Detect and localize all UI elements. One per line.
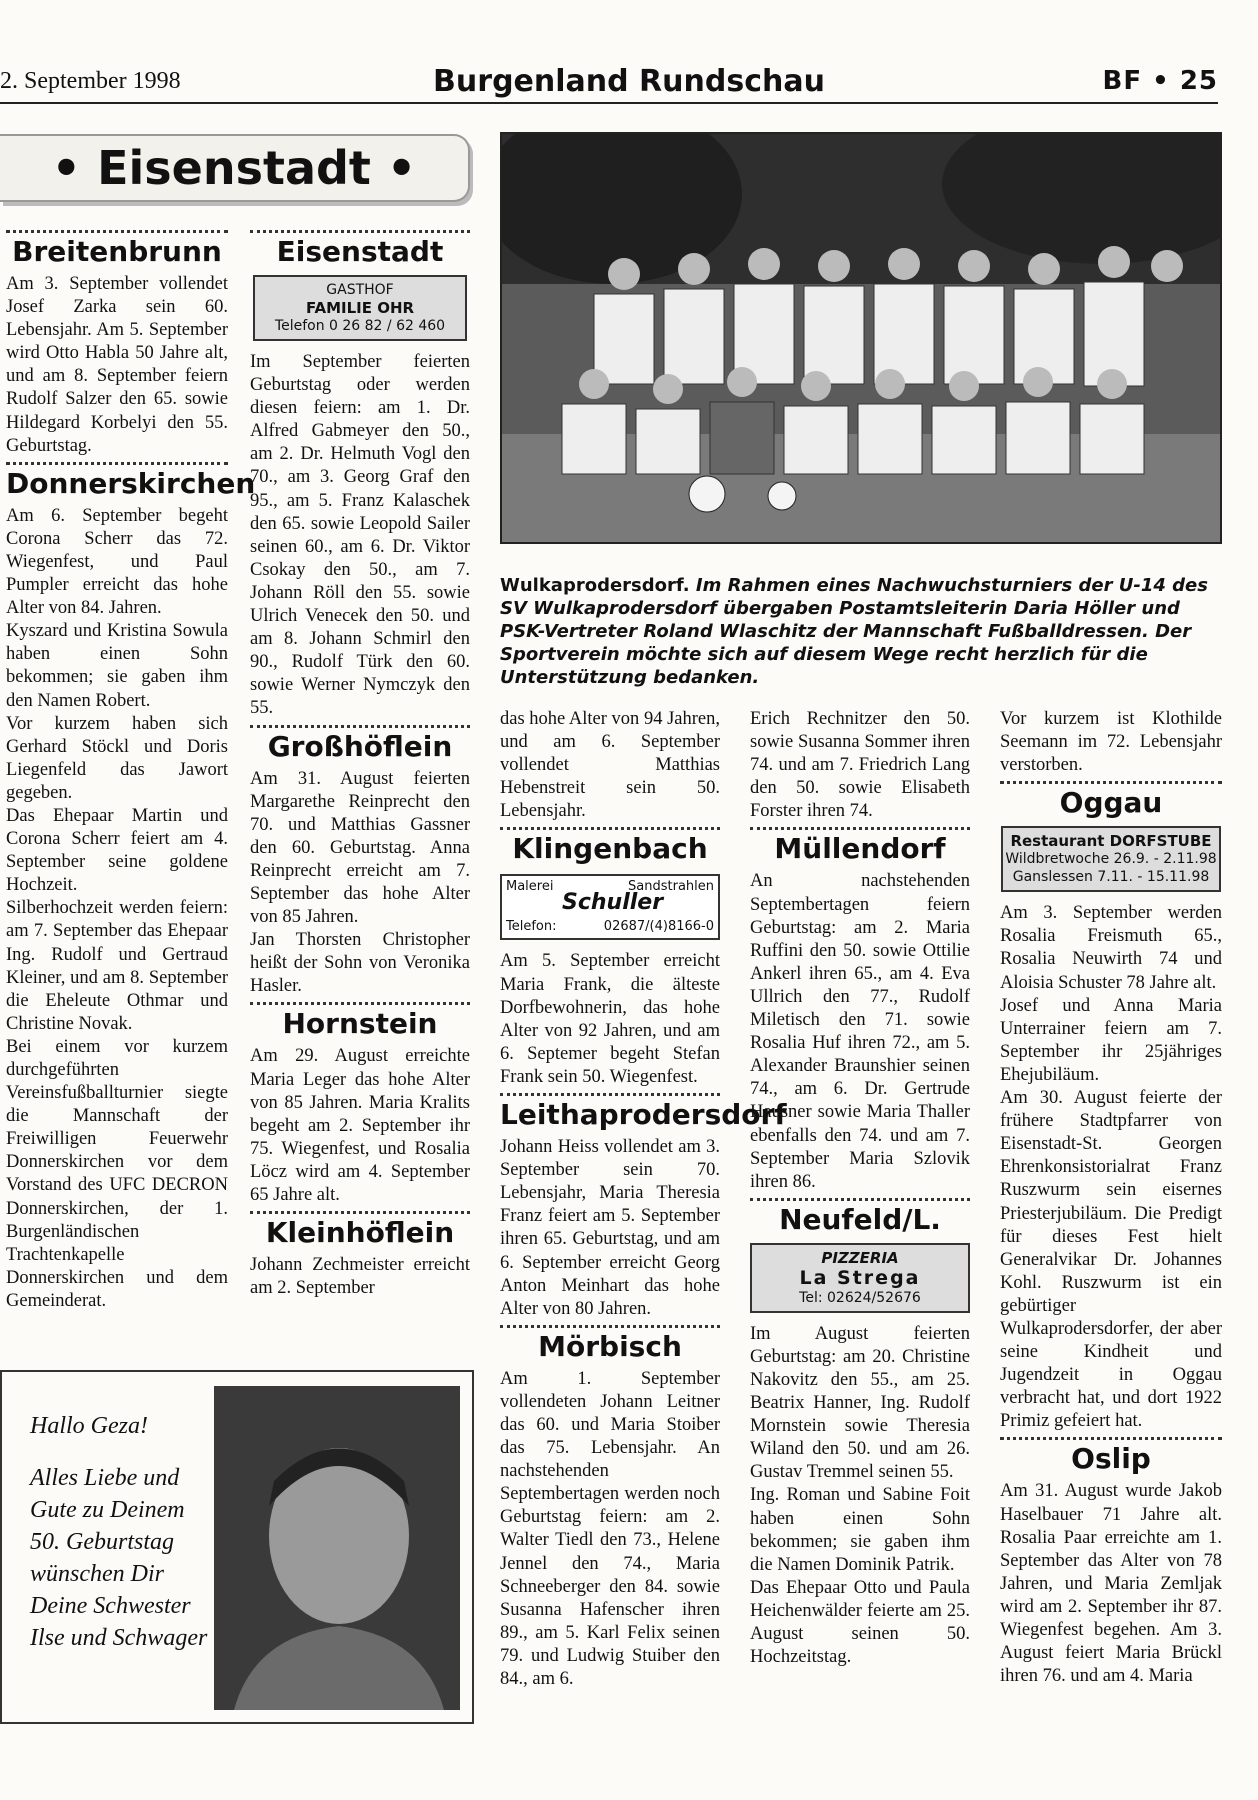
- column-3: [500, 708, 787, 1691]
- heading-muellendorf: Müllendorf: [774, 832, 946, 866]
- article-leithaprodersdorf: Johann Heiss vollendet am 3. September sein 70. Lebensjahr, Maria Theresia Franz feiert am 5. September ihren 65. Geburtstag, und am 6. September erreicht Georg Anton Meinhart das hohe Alter von 80 Jahren.: [500, 1137, 720, 1319]
- article-muellendorf: An nachstehenden Septembertagen feiern Geburtstag: am 2. Maria Ruffini den 50. sowie Ottilie Ankerl ihren 65., am 4. Eva Ullrich den 77., Rudolf Miletisch den 71. sowie Rosalia Huf ihren 72., am 5. Alexander Braunshier seinen 74., am 6. Dr. Gertrude Hausner sowie Maria Thaller ebenfalls den 74. und am 7. September Maria Szlovik ihren 86.: [750, 871, 970, 1192]
- article-neufeld-p1: Im August feierten Geburtstag: am 20. Christine Nakovitz den 55., am 25. Beatrix Hanner, Ing. Rudolf Mornstein sowie Theresia Wiland den 50. und am 26. Gustav Tremmel seinen 55.: [750, 1323, 970, 1483]
- heading-klingenbach: Klingenbach: [512, 832, 708, 866]
- newspaper-title: Burgenland Rundschau: [433, 64, 825, 99]
- birthday-greeting: [0, 1370, 474, 1724]
- heading-moerbisch: Mörbisch: [538, 1329, 682, 1363]
- article-kleinhoeflein: Johann Zechmeister erreicht am 2. September: [250, 1255, 470, 1299]
- header-rule: [0, 102, 1218, 104]
- photo-caption: [500, 574, 1218, 689]
- team-photo-image: [502, 134, 1220, 542]
- heading-grosshoeflein: Großhöflein: [267, 729, 453, 763]
- divider: [750, 1198, 970, 1201]
- article-neufeld-p2: Ing. Roman und Sabine Foit haben einen Sohn bekommen; sie gaben ihm die Namen Dominik Patrik.: [750, 1485, 970, 1575]
- divider: [250, 230, 470, 233]
- issue-date: 2. September 1998: [0, 68, 181, 94]
- la-strega-logo: La Strega: [799, 1266, 921, 1289]
- article-oggau-p1: Am 3. September werden Rosalia Freismuth 65., Rosalia Neuwirth 74 und Aloisia Schuster 78 Jahre alt.: [1000, 903, 1222, 993]
- ad-gasthof-ohr: GASTHOF FAMILIE OHR Telefon 0 26 82 / 62 460: [253, 275, 467, 341]
- article-donnerskirchen-p5: Silberhochzeit werden feiern: am 7. September das Ehepaar Ing. Rudolf und Gertraud Kleiner, und am 8. September die Eheleute Othmar und Christine Novak.: [6, 898, 228, 1034]
- divider: [250, 1002, 470, 1005]
- team-photo: [500, 132, 1222, 544]
- article-continued-5: Vor kurzem ist Klothilde Seemann im 72. Lebensjahr verstorben.: [1000, 709, 1222, 776]
- article-neufeld-p3: Das Ehepaar Otto und Paula Heichenwälder feierte am 25. August seinen 50. Hochzeitstag.: [750, 1577, 970, 1668]
- article-breitenbrunn: Am 3. September vollendet Josef Zarka sein 60. Lebensjahr. Am 5. September wird Otto Habla 50 Jahre alt, und am 8. September feiern Rudolf Salzer den 65. sowie Hildegard Korbelyi den 55. Geburtstag.: [6, 274, 228, 456]
- photo-caption-lead: Wulkaprodersdorf.: [500, 575, 690, 596]
- divider: [6, 230, 228, 233]
- ad-restaurant-dorfstube: Restaurant DORFSTUBE Wildbretwoche 26.9. - 2.11.98 Ganslessen 7.11. - 15.11.98: [1001, 826, 1221, 892]
- divider: [250, 725, 470, 728]
- divider: [250, 1211, 470, 1214]
- column-2: [250, 226, 470, 1300]
- heading-eisenstadt: Eisenstadt: [276, 235, 444, 268]
- article-donnerskirchen-p6: Bei einem vor kurzem durchgeführten Vereinsfußballturnier siegte die Mannschaft der Freiwilligen Feuerwehr Donnerskirchen vor dem Vorstand des UFC DECRON Donnerskirchen, der 1. Burgenländischen Trachtenkapelle Donnerskirchen und dem Gemeinderat.: [6, 1036, 228, 1311]
- article-klingenbach: Am 5. September erreicht Maria Frank, die älteste Dorfbewohnerin, das hohe Alter von 92 Jahren, und am 6. Septemer begeht Stefan Frank sein 50. Wiegenfest.: [500, 951, 720, 1087]
- schuller-logo: Schuller: [562, 890, 664, 916]
- column-5: [1000, 708, 1222, 1688]
- heading-oslip: Oslip: [1071, 1442, 1151, 1476]
- divider: [1000, 1437, 1222, 1440]
- photo-caption-text: Im Rahmen eines Nachwuchsturniers der U-14 des SV Wulkaprodersdorf übergaben Postamtsleiterin Daria Höller und PSK-Vertreter Roland Wlaschitz der Mannschaft Fußballdressen. Der Sportverein möchte sich auf diesem Wege recht herzlich für die Unterstützung bedanken.: [500, 575, 1208, 688]
- article-donnerskirchen-p3: Vor kurzem haben sich Gerhard Stöckl und Doris Liegenfeld das Jawort gegeben.: [6, 713, 228, 803]
- page-number: BF • 25: [1102, 66, 1218, 96]
- heading-donnerskirchen: Donnerskirchen: [6, 466, 256, 500]
- greeting-salutation: Hallo Geza!: [30, 1413, 148, 1439]
- divider: [6, 462, 228, 465]
- divider: [750, 827, 970, 830]
- heading-hornstein: Hornstein: [282, 1007, 438, 1041]
- ad-malerei-schuller: Malerei Sandstrahlen Schuller Telefon: 02687/(4)8166-0: [500, 874, 720, 940]
- article-continued-3: das hohe Alter von 94 Jahren, und am 6. September vollendet Matthias Hebenstreit sein 50. Lebensjahr.: [500, 709, 720, 822]
- portrait-image: [214, 1386, 460, 1710]
- heading-leithaprodersdorf: Leithaprodersdorf: [500, 1098, 787, 1132]
- article-continued-4: Erich Rechnitzer den 50. sowie Susanna Sommer ihren 74. und am 7. Friedrich Lang den 50. sowie Elisabeth Forster ihren 74.: [750, 709, 970, 822]
- article-donnerskirchen-p4: Das Ehepaar Martin und Corona Scherr feiert am 4. September seine goldene Hochzeit.: [6, 805, 228, 896]
- divider: [500, 827, 720, 830]
- article-grosshoeflein-p2: Jan Thorsten Christopher heißt der Sohn von Veronika Hasler.: [250, 930, 470, 997]
- heading-oggau: Oggau: [1059, 786, 1163, 820]
- article-donnerskirchen-p2: Kyszard und Kristina Sowula haben einen Sohn bekommen; sie gaben ihm den Namen Robert.: [6, 621, 228, 711]
- article-oggau-p2: Josef und Anna Maria Unterrainer feiern am 7. September ihr 25jähriges Ehejubiläum.: [1000, 995, 1222, 1085]
- column-4: [750, 708, 970, 1669]
- greeting-message: Alles Liebe und Gute zu Deinem 50. Geburtstag wünschen Dir Deine Schwester Ilse und Schwager: [30, 1465, 208, 1651]
- article-grosshoeflein-p1: Am 31. August feierten Margarethe Reinprecht den 70. und Matthias Gassner den 60. Geburtstag. Anna Reinprecht erreicht am 7. September das hohe Alter von 85 Jahren.: [250, 768, 470, 928]
- column-1: [6, 226, 256, 1313]
- article-hornstein: Am 29. August erreichte Maria Leger das hohe Alter von 85 Jahren. Maria Kralits begeht am 2. September ihr 75. Wiegenfest, und Rosalia Löcz wird am 4. September 65 Jahre alt.: [250, 1046, 470, 1205]
- section-banner-label: • Eisenstadt •: [51, 141, 417, 195]
- greeting-text: [30, 1410, 220, 1654]
- article-oggau-p3: Am 30. August feierte der frühere Stadtpfarrer von Eisenstadt-St. Georgen Ehrenkonsistorialrat Franz Ruszwurm sein eisernes Priesterjubiläum. Die Predigt für dieses Fest hielt Generalvikar Dr. Johannes Kohl. Ruszwurm ist ein gebürtiger Wulkaprodersdorfer, der aber seine Kindheit und Jugendzeit in Oggau verbracht hat, und dort 1922 Primiz gefeiert hat.: [1000, 1088, 1222, 1432]
- section-banner: [0, 134, 470, 202]
- heading-neufeld: Neufeld/L.: [779, 1202, 941, 1236]
- article-oslip: Am 31. August wurde Jakob Haselbauer 71 Jahre alt. Rosalia Paar erreichte am 1. September das Alter von 78 Jahren, und Maria Zemljak wird am 2. September ihr 87. Wiegenfest begehen. Am 3. August feiert Maria Brückl ihren 76. und am 4. Maria: [1000, 1481, 1222, 1687]
- heading-kleinhoeflein: Kleinhöflein: [265, 1216, 455, 1250]
- portrait-photo: [214, 1386, 460, 1710]
- divider: [1000, 781, 1222, 784]
- article-donnerskirchen-p1: Am 6. September begeht Corona Scherr das 72. Wiegenfest, und Paul Pumpler erreicht das hohe Alter von 84. Jahren.: [6, 505, 228, 619]
- article-eisenstadt: Im September feierten Geburtstag oder werden diesen feiern: am 1. Dr. Alfred Gabmeyer den 50., am 2. Dr. Helmuth Vogl den 70., am 3. Georg Graf den 95., am 5. Franz Kalaschek den 65. sowie Leopold Sailer seinen 60., am 6. Dr. Viktor Csokay den 50., am 7. Johann Röll den 55. sowie Ulrich Venecek den 50. und am 8. Johann Schmirl den 90., Rudolf Türk den 60. sowie Werner Nymczyk den 55.: [250, 352, 470, 719]
- ad-pizzeria-la-strega: PIZZERIA La Strega Tel: 02624/52676: [750, 1243, 970, 1313]
- article-moerbisch: Am 1. September vollendeten Johann Leitner das 60. und Maria Stoiber das 75. Lebensjahr. An nachstehenden Septembertagen werden noch Geburtstag feiern: am 2. Walter Tiedl den 73., Helene Jennel den 74., Maria Schneeberger den 84. sowie Susanna Hafenscher ihren 89., am 5. Karl Felix seinen 79. und Ludwig Stuiber den 84., am 6.: [500, 1368, 720, 1689]
- divider: [500, 1325, 720, 1328]
- divider: [500, 1093, 720, 1096]
- heading-breitenbrunn: Breitenbrunn: [12, 235, 222, 268]
